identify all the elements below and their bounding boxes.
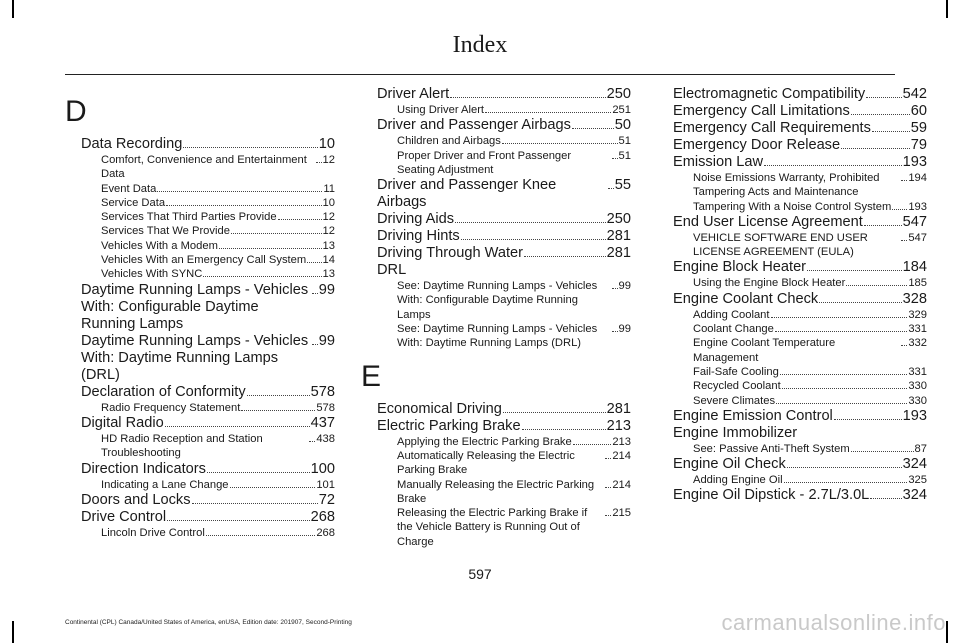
entry-text: Engine Coolant Temperature Management xyxy=(693,337,836,364)
entry-text: Engine Immobilizer xyxy=(673,424,798,441)
leader-dots xyxy=(872,131,910,132)
page-reference[interactable]: 281 xyxy=(606,245,631,262)
entry-text: Driving Through Water xyxy=(377,245,523,262)
entry-text: Vehicles With an Emergency Call System xyxy=(101,254,307,267)
leader-dots xyxy=(901,345,907,346)
leader-dots xyxy=(612,288,618,289)
entry-text: Severe Climates xyxy=(693,394,776,407)
leader-dots xyxy=(206,535,315,536)
entry-text: Engine Emission Control xyxy=(673,407,833,424)
entry-text: Comfort, Convenience and Entertainment Data xyxy=(101,154,307,181)
index-subentry[interactable] xyxy=(667,200,927,214)
entry-text: Event Data xyxy=(101,182,157,195)
page-reference[interactable]: 14 xyxy=(322,254,335,267)
header-divider xyxy=(65,74,895,75)
page-reference[interactable]: 13 xyxy=(322,239,335,252)
index-entry[interactable] xyxy=(361,228,631,245)
leader-dots xyxy=(166,205,322,206)
index-section-letter: E xyxy=(361,359,382,393)
index-subentry[interactable] xyxy=(667,336,927,365)
index-subentry[interactable] xyxy=(75,182,335,196)
index-subentry[interactable] xyxy=(75,478,335,492)
page-reference[interactable]: 12 xyxy=(322,225,335,238)
entry-text: Digital Radio xyxy=(81,414,164,431)
index-subentry[interactable] xyxy=(667,276,927,290)
entry-text: Recycled Coolant xyxy=(693,380,781,393)
page-reference[interactable]: 184 xyxy=(902,259,927,276)
page-reference[interactable]: 214 xyxy=(612,449,631,462)
index-column-2 xyxy=(361,86,631,549)
index-subentry[interactable] xyxy=(667,322,927,336)
leader-dots xyxy=(231,233,322,234)
entry-text: Daytime Running Lamps - Vehicles With: Configurable Daytime Running Lamps xyxy=(81,281,309,332)
entry-text: Adding Coolant xyxy=(693,308,770,321)
entry-text: Engine Block Heater xyxy=(673,259,807,276)
leader-dots xyxy=(502,143,618,144)
index-subentry[interactable] xyxy=(75,526,335,540)
leader-dots xyxy=(241,410,315,411)
entry-text: Applying the Electric Parking Brake xyxy=(397,435,572,448)
entry-text: Engine Oil Dipstick - 2.7L/3.0L xyxy=(673,487,870,504)
page-reference[interactable]: 185 xyxy=(908,277,927,290)
page-reference[interactable]: 10 xyxy=(318,136,335,152)
page-reference[interactable]: 99 xyxy=(318,332,335,349)
entry-text: Driver and Passenger Airbags xyxy=(377,117,571,134)
index-section-letter: D xyxy=(65,95,87,128)
leader-dots xyxy=(503,412,606,413)
page-reference[interactable]: 100 xyxy=(310,460,335,477)
leader-dots xyxy=(864,225,902,226)
index-entry[interactable] xyxy=(657,291,927,308)
entry-text: Services That Third Parties Provide xyxy=(101,211,277,224)
entry-text: Economical Driving xyxy=(377,400,502,417)
leader-dots xyxy=(312,344,318,345)
page-reference[interactable]: 215 xyxy=(612,507,631,520)
leader-dots xyxy=(901,180,907,181)
page-reference[interactable]: 55 xyxy=(614,177,631,194)
page-reference[interactable]: 331 xyxy=(908,323,927,336)
index-subentry[interactable] xyxy=(75,196,335,210)
index-subentry[interactable] xyxy=(667,231,927,260)
leader-dots xyxy=(834,419,902,420)
index-entry[interactable] xyxy=(361,86,631,103)
page-reference[interactable]: 11 xyxy=(323,182,335,195)
crop-mark-top-left xyxy=(12,0,14,18)
entry-text: Service Data xyxy=(101,196,166,209)
page-reference[interactable]: 12 xyxy=(322,154,335,166)
leader-dots xyxy=(455,222,606,223)
index-entry[interactable] xyxy=(657,120,927,137)
leader-dots xyxy=(901,240,907,241)
watermark-logo: carmanualsonline.info xyxy=(721,610,946,635)
index-subentry[interactable] xyxy=(667,171,927,200)
page-reference[interactable]: 250 xyxy=(606,211,631,228)
entry-text: Radio Frequency Statement xyxy=(101,401,241,414)
entry-text: Lincoln Drive Control xyxy=(101,526,205,539)
leader-dots xyxy=(866,97,901,98)
index-entry[interactable] xyxy=(65,492,335,509)
page-reference[interactable]: 10 xyxy=(322,196,335,209)
page-reference[interactable]: 213 xyxy=(612,435,631,448)
page-reference[interactable]: 268 xyxy=(316,526,335,539)
leader-dots xyxy=(485,112,611,113)
index-subentry[interactable] xyxy=(75,153,335,182)
leader-dots xyxy=(819,302,901,303)
page-reference[interactable]: 193 xyxy=(902,154,927,170)
entry-text: Children and Airbags xyxy=(397,135,501,148)
leader-dots xyxy=(461,239,606,240)
entry-text: Driver and Passenger Knee Airbags xyxy=(377,177,557,211)
page-reference[interactable]: 330 xyxy=(908,380,927,393)
index-subentry[interactable] xyxy=(75,253,335,267)
entry-text: HD Radio Reception and Station Troubleshooting xyxy=(101,432,263,460)
leader-dots xyxy=(605,487,611,488)
entry-text: Drive Control xyxy=(81,508,167,525)
entry-text: Driving Aids xyxy=(377,211,455,228)
index-subentry[interactable] xyxy=(75,267,335,281)
page-reference[interactable]: 13 xyxy=(322,268,335,281)
leader-dots xyxy=(165,426,310,427)
index-entry[interactable] xyxy=(657,408,927,425)
page-reference[interactable]: 281 xyxy=(606,228,631,245)
index-subentry[interactable] xyxy=(667,379,927,393)
leader-dots xyxy=(450,97,605,98)
leader-dots xyxy=(203,276,321,277)
crop-mark-bottom-right xyxy=(946,621,948,643)
leader-dots xyxy=(183,147,317,148)
page-reference[interactable]: 547 xyxy=(902,213,927,230)
index-entry[interactable] xyxy=(657,259,927,276)
entry-text: Using the Engine Block Heater xyxy=(693,277,846,290)
entry-text: Adding Engine Oil xyxy=(693,474,783,487)
page-reference[interactable]: 331 xyxy=(908,365,927,378)
index-entry[interactable] xyxy=(657,154,927,171)
leader-dots xyxy=(775,331,907,332)
entry-text: See: Daytime Running Lamps - Vehicles With: Configurable Daytime Running Lamps xyxy=(397,280,598,321)
leader-dots xyxy=(846,285,907,286)
leader-dots xyxy=(524,256,606,257)
index-subentry[interactable] xyxy=(371,279,631,322)
page-reference[interactable]: 250 xyxy=(606,86,631,102)
index-entry[interactable] xyxy=(361,177,631,211)
entry-text: Coolant Change xyxy=(693,323,774,336)
page-reference[interactable]: 324 xyxy=(902,487,927,504)
page-reference[interactable]: 87 xyxy=(914,442,927,455)
page-reference[interactable]: 214 xyxy=(612,478,631,491)
index-entry[interactable] xyxy=(65,333,335,384)
entry-text: DRL xyxy=(377,262,407,279)
crop-mark-bottom-left xyxy=(12,621,14,643)
page-title: Index xyxy=(452,32,508,58)
entry-text: Emergency Door Release xyxy=(673,137,841,153)
entry-text: Emission Law xyxy=(673,154,764,170)
index-entry[interactable] xyxy=(65,415,335,432)
leader-dots xyxy=(192,503,318,504)
page-reference[interactable]: 51 xyxy=(618,135,631,148)
entry-text: See: Daytime Running Lamps - Vehicles With: Daytime Running Lamps (DRL) xyxy=(397,323,598,350)
leader-dots xyxy=(851,114,910,115)
leader-dots xyxy=(307,262,321,263)
leader-dots xyxy=(612,331,618,332)
page-reference[interactable]: 325 xyxy=(908,474,927,487)
index-subentry[interactable] xyxy=(75,401,335,415)
entry-text: End User License Agreement xyxy=(673,213,863,230)
page-reference[interactable]: 50 xyxy=(614,117,631,134)
entry-text: Vehicles With a Modem xyxy=(101,239,218,252)
leader-dots xyxy=(230,487,316,488)
page-reference[interactable]: 268 xyxy=(310,508,335,525)
index-entry[interactable] xyxy=(657,425,927,442)
entry-text: Direction Indicators xyxy=(81,460,206,477)
leader-dots xyxy=(870,498,901,499)
index-entry[interactable] xyxy=(361,211,631,228)
entry-text: Services That We Provide xyxy=(101,225,230,238)
leader-dots xyxy=(807,270,902,271)
index-entry[interactable] xyxy=(65,282,335,333)
page-reference[interactable]: 329 xyxy=(908,308,927,321)
leader-dots xyxy=(784,482,908,483)
index-subentry[interactable] xyxy=(667,473,927,487)
index-subentry[interactable] xyxy=(667,442,927,456)
index-subentry[interactable] xyxy=(667,394,927,408)
index-column-3 xyxy=(657,86,927,504)
entry-text: Vehicles With SYNC xyxy=(101,268,203,281)
leader-dots xyxy=(157,191,322,192)
entry-text: Tampering With a Noise Control System xyxy=(693,200,892,213)
leader-dots xyxy=(312,293,318,294)
index-subentry[interactable] xyxy=(371,322,631,351)
leader-dots xyxy=(605,458,611,459)
leader-dots xyxy=(573,444,612,445)
page-reference[interactable]: 60 xyxy=(910,103,927,119)
index-subentry[interactable] xyxy=(75,224,335,238)
entry-text: Noise Emissions Warranty, Prohibited Tampering Acts and Maintenance xyxy=(693,172,880,199)
index-entry[interactable] xyxy=(657,137,927,154)
leader-dots xyxy=(522,429,606,430)
leader-dots xyxy=(764,165,902,166)
page-reference[interactable]: 578 xyxy=(316,401,335,414)
leader-dots xyxy=(776,403,907,404)
leader-dots xyxy=(207,472,310,473)
page-reference[interactable]: 193 xyxy=(902,407,927,424)
leader-dots xyxy=(167,520,309,521)
page-reference[interactable]: 194 xyxy=(908,172,927,184)
page-reference[interactable]: 99 xyxy=(318,281,335,298)
page-reference[interactable]: 193 xyxy=(908,200,927,213)
leader-dots xyxy=(841,148,910,149)
crop-mark-top-right xyxy=(946,0,948,18)
index-entry[interactable] xyxy=(657,214,927,231)
index-entry[interactable] xyxy=(657,456,927,473)
page-reference[interactable]: 578 xyxy=(310,383,335,400)
leader-dots xyxy=(780,374,908,375)
entry-text: Driving Hints xyxy=(377,228,460,245)
page-reference[interactable]: 99 xyxy=(618,280,631,293)
leader-dots xyxy=(572,128,614,129)
entry-text: Automatically Releasing the Electric Parking Brake xyxy=(397,449,575,477)
page-reference[interactable]: 72 xyxy=(318,491,335,508)
entry-text: Emergency Call Requirements xyxy=(673,120,871,136)
entry-text: Electromagnetic Compatibility xyxy=(673,86,866,102)
page-reference[interactable]: 59 xyxy=(910,120,927,136)
entry-text: Releasing the Electric Parking Brake if the Vehicle Battery is Running Out of Charge xyxy=(397,507,588,548)
page-reference[interactable]: 51 xyxy=(618,149,631,162)
entry-text: Daytime Running Lamps - Vehicles With: Daytime Running Lamps (DRL) xyxy=(81,332,309,383)
entry-text: Engine Oil Check xyxy=(673,456,786,473)
entry-text: Fail-Safe Cooling xyxy=(693,365,779,378)
leader-dots xyxy=(278,219,322,220)
leader-dots xyxy=(782,388,908,389)
leader-dots xyxy=(787,467,902,468)
index-subentry[interactable] xyxy=(371,103,631,117)
page-reference[interactable]: 330 xyxy=(908,394,927,407)
page-reference[interactable]: 332 xyxy=(908,337,927,350)
entry-text: Emergency Call Limitations xyxy=(673,103,850,119)
index-subentry[interactable] xyxy=(371,449,631,478)
index-entry[interactable] xyxy=(657,487,927,504)
index-entry[interactable] xyxy=(361,245,631,262)
page-reference[interactable]: 438 xyxy=(316,432,335,445)
entry-text: Doors and Locks xyxy=(81,491,191,508)
edition-footer: Continental (CPL) Canada/United States of America, enUSA, Edition date: 201907, Second-Printing xyxy=(65,619,352,626)
leader-dots xyxy=(892,209,907,210)
leader-dots xyxy=(247,395,310,396)
index-entry[interactable] xyxy=(65,136,335,153)
index-subentry[interactable] xyxy=(371,435,631,449)
page-reference[interactable]: 99 xyxy=(618,323,631,336)
entry-text: Data Recording xyxy=(81,136,183,152)
entry-text: Manually Releasing the Electric Parking Brake xyxy=(397,478,595,505)
index-entry[interactable] xyxy=(361,117,631,134)
index-subentry[interactable] xyxy=(667,308,927,322)
entry-text: VEHICLE SOFTWARE END USER LICENSE AGREEMENT (EULA) xyxy=(693,231,868,259)
index-entry[interactable] xyxy=(65,461,335,478)
page-reference[interactable]: 542 xyxy=(902,86,927,102)
entry-text: Engine Coolant Check xyxy=(673,290,819,307)
leader-dots xyxy=(309,441,315,442)
index-subentry[interactable] xyxy=(371,149,631,178)
page-reference[interactable]: 79 xyxy=(910,137,927,153)
entry-text: Indicating a Lane Change xyxy=(101,478,229,491)
index-subentry[interactable] xyxy=(371,478,631,507)
page-reference[interactable]: 213 xyxy=(606,417,631,434)
index-subentry[interactable] xyxy=(667,365,927,379)
index-subentry[interactable] xyxy=(371,134,631,148)
entry-text: Electric Parking Brake xyxy=(377,417,521,434)
index-entry[interactable] xyxy=(657,86,927,103)
page-reference[interactable]: 251 xyxy=(612,104,631,116)
leader-dots xyxy=(316,162,322,163)
index-subentry[interactable] xyxy=(75,239,335,253)
index-entry[interactable] xyxy=(65,384,335,401)
leader-dots xyxy=(612,158,618,159)
leader-dots xyxy=(771,317,908,318)
index-entry[interactable] xyxy=(65,509,335,526)
index-column-1 xyxy=(65,86,335,540)
index-entry[interactable] xyxy=(361,401,631,418)
index-subentry[interactable] xyxy=(75,432,335,461)
index-entry[interactable] xyxy=(361,262,631,279)
entry-text: Declaration of Conformity xyxy=(81,383,246,400)
page-reference[interactable]: 101 xyxy=(316,478,335,491)
page-reference[interactable]: 281 xyxy=(606,400,631,417)
entry-text: Driver Alert xyxy=(377,86,450,102)
page-reference[interactable]: 324 xyxy=(902,456,927,473)
leader-dots xyxy=(219,248,322,249)
entry-text: Proper Driver and Front Passenger Seating Adjustment xyxy=(397,149,572,176)
index-entry[interactable] xyxy=(657,103,927,120)
page-reference[interactable]: 328 xyxy=(902,290,927,307)
index-subentry[interactable] xyxy=(75,210,335,224)
page-number: 597 xyxy=(468,566,492,582)
leader-dots xyxy=(608,188,614,189)
page-reference[interactable]: 437 xyxy=(310,414,335,431)
index-subentry[interactable] xyxy=(371,506,631,549)
entry-text: Using Driver Alert xyxy=(397,104,485,116)
leader-dots xyxy=(851,451,914,452)
entry-text: See: Passive Anti-Theft System xyxy=(693,442,850,455)
page-reference[interactable]: 12 xyxy=(322,211,335,224)
index-entry[interactable] xyxy=(361,418,631,435)
leader-dots xyxy=(605,515,611,516)
page-reference[interactable]: 547 xyxy=(908,231,927,244)
